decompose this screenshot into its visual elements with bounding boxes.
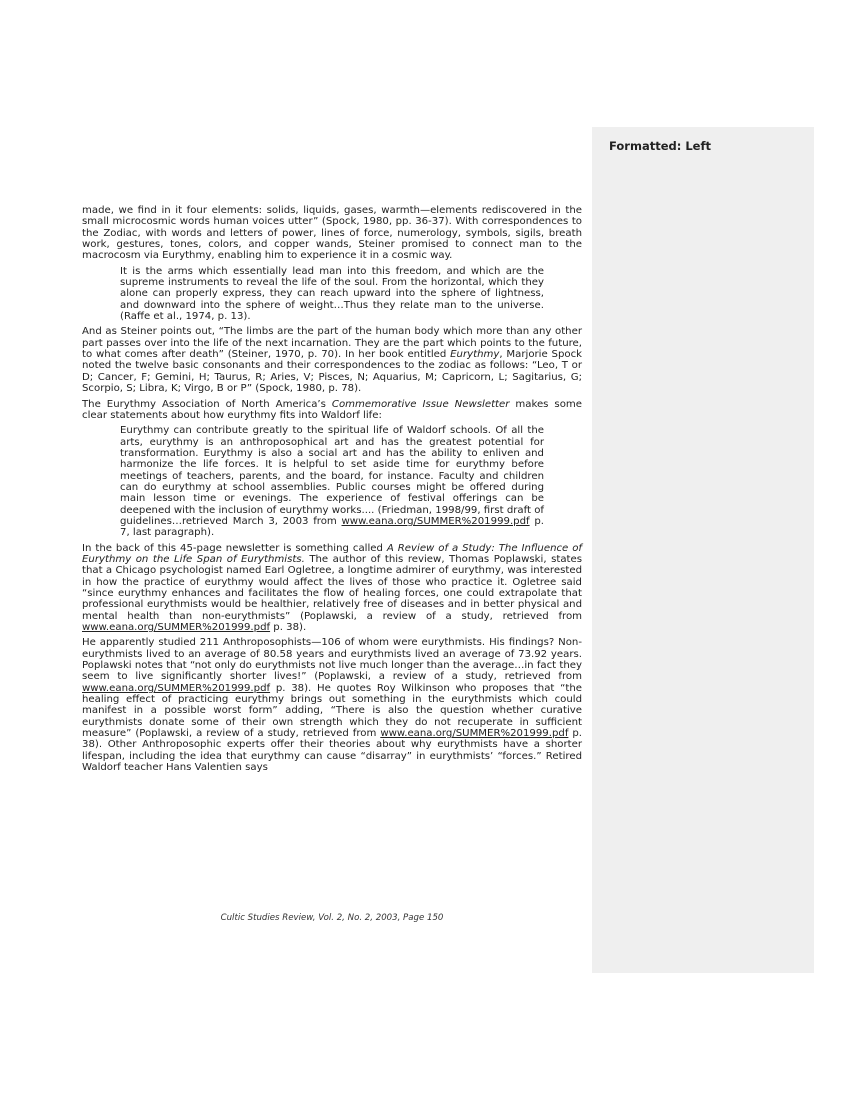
eana-link[interactable]: www.eana.org/SUMMER%201999.pdf xyxy=(380,728,569,740)
paragraph: And as Steiner points out, “The limbs are the part of the human body which more than any other part passes over into the life of the next incarnation. They are the part which points to the future, to what comes after death” (Steiner, 1970, p. 70). In her book entitled Eurythmy, Marjorie Spock noted the twelve basic consonants and their correspondences to the zodiac as follows: “Leo, T or D; Cancer, F; Gemini, H; Taurus, R; Aries, V; Pisces, N; Aquarius, M; Capricorn, L; Sagitarius, G; Scorpio, S; Libra, K; Virgo, B or P” (Spock, 1980, p. 78). xyxy=(82,326,583,395)
page-footer: Cultic Studies Review, Vol. 2, No. 2, 2003, Page 150 xyxy=(220,913,444,923)
paragraph: He apparently studied 211 Anthroposophists—106 of whom were eurythmists. His findings? Non-eurythmists lived to an average of 80.58 years and eurythmists lived an average of 73.92 years. Poplawski notes that “not only do eurythmists not live much longer than the average…in fact they seem to live significantly shorter lives!” (Poplawski, a review of a study, retrieved from www.eana.org/SUMMER%201999.pdf p. 38). He quotes Roy Wilkinson who proposes that “the healing effect of practicing eurythmy brings out something in the eurythmists which could manifest in a possible worst form” adding, “There is also the question whether curative eurythmists donate some of their own strength which they do not recuperate in sufficient measure” (Poplawski, a review of a study, retrieved from www.eana.org/SUMMER%201999.pdf p. 38). Other Anthroposophic experts offer their theories about why eurythmists have a shorter lifespan, including the idea that eurythmy can cause “disarray” in eurythmists’ “forces.” Retired Waldorf teacher Hans Valentien says xyxy=(82,637,582,774)
study-title: A Review of a Study: The Influence of Eurythmy on the Life Span of Eurythmists. xyxy=(82,542,582,565)
comment-balloon-label: Formatted: Left xyxy=(609,139,711,153)
block-quote: It is the arms which essentially lead man into this freedom, and which are the supreme instruments to reveal the life of the soul. From the horizontal, which they alone can properly express, they can reach upward into the sphere of lightness, and downward into the sphere of weight…Thus they relate man to the universe. (Raffe et al., 1974, p. 13). xyxy=(120,265,544,323)
page-body xyxy=(82,205,582,774)
eana-link[interactable]: www.eana.org/SUMMER%201999.pdf xyxy=(82,682,271,694)
paragraph: made, we find in it four elements: solids, liquids, gases, warmth—elements rediscovered in the small microcosmic words human voices utter” (Spock, 1980, pp. 36-37). With correspondences to the Zodiac, with words and letters of power, lines of force, numerology, symbols, sigils, breath work, gestures, tones, colors, and copper wands, Steiner promised to connect man to the macrocosm via Eurythmy, enabling him to experience it in a cosmic way. xyxy=(82,205,582,262)
comment-pane xyxy=(592,127,814,973)
book-title: Eurythmy xyxy=(450,349,500,361)
paragraph: The Eurythmy Association of North America’s Commemorative Issue Newsletter makes some clear statements about how eurythmy fits into Waldorf life: xyxy=(82,398,582,421)
eana-link[interactable]: www.eana.org/SUMMER%201999.pdf xyxy=(82,622,271,634)
paragraph: In the back of this 45-page newsletter is something called A Review of a Study: The Influence of Eurythmy on the Life Span of Eurythmists. The author of this review, Thomas Poplawski, states that a Chicago psychologist named Earl Ogletree, a longtime admirer of eurythmy, was interested in how the practice of eurythmy would affect the lives of those who practice it. Ogletree said “since eurythmy enhances and facilitates the flow of healing forces, one could extrapolate that professional eurythmists would be healthier, relatively free of diseases and in better physical and mental health than non-eurythmists” (Poplawski, a review of a study, retrieved from www.eana.org/SUMMER%201999.pdf p. 38). xyxy=(82,542,582,634)
eana-link[interactable]: www.eana.org/SUMMER%201999.pdf xyxy=(341,515,530,527)
block-quote: Eurythmy can contribute greatly to the spiritual life of Waldorf schools. Of all the arts, eurythmy is an anthroposophical art and has the greatest potential for transformation. Eurythmy is also a social art and has the ability to enliven and harmonize the life forces. It is helpful to set aside time for eurythmy before meetings of teachers, parents, and the board, for instance. Faculty and children can do eurythmy at school assemblies. Public courses might be offered during main lesson time or evenings. The experience of festival offerings can be deepened with the inclusion of eurythmy works.... (Friedman, 1998/99, first draft of guidelines…retrieved March 3, 2003 from www.eana.org/SUMMER%201999.pdf p. 7, last paragraph). xyxy=(120,425,544,539)
newsletter-title: Commemorative Issue Newsletter xyxy=(331,398,510,410)
